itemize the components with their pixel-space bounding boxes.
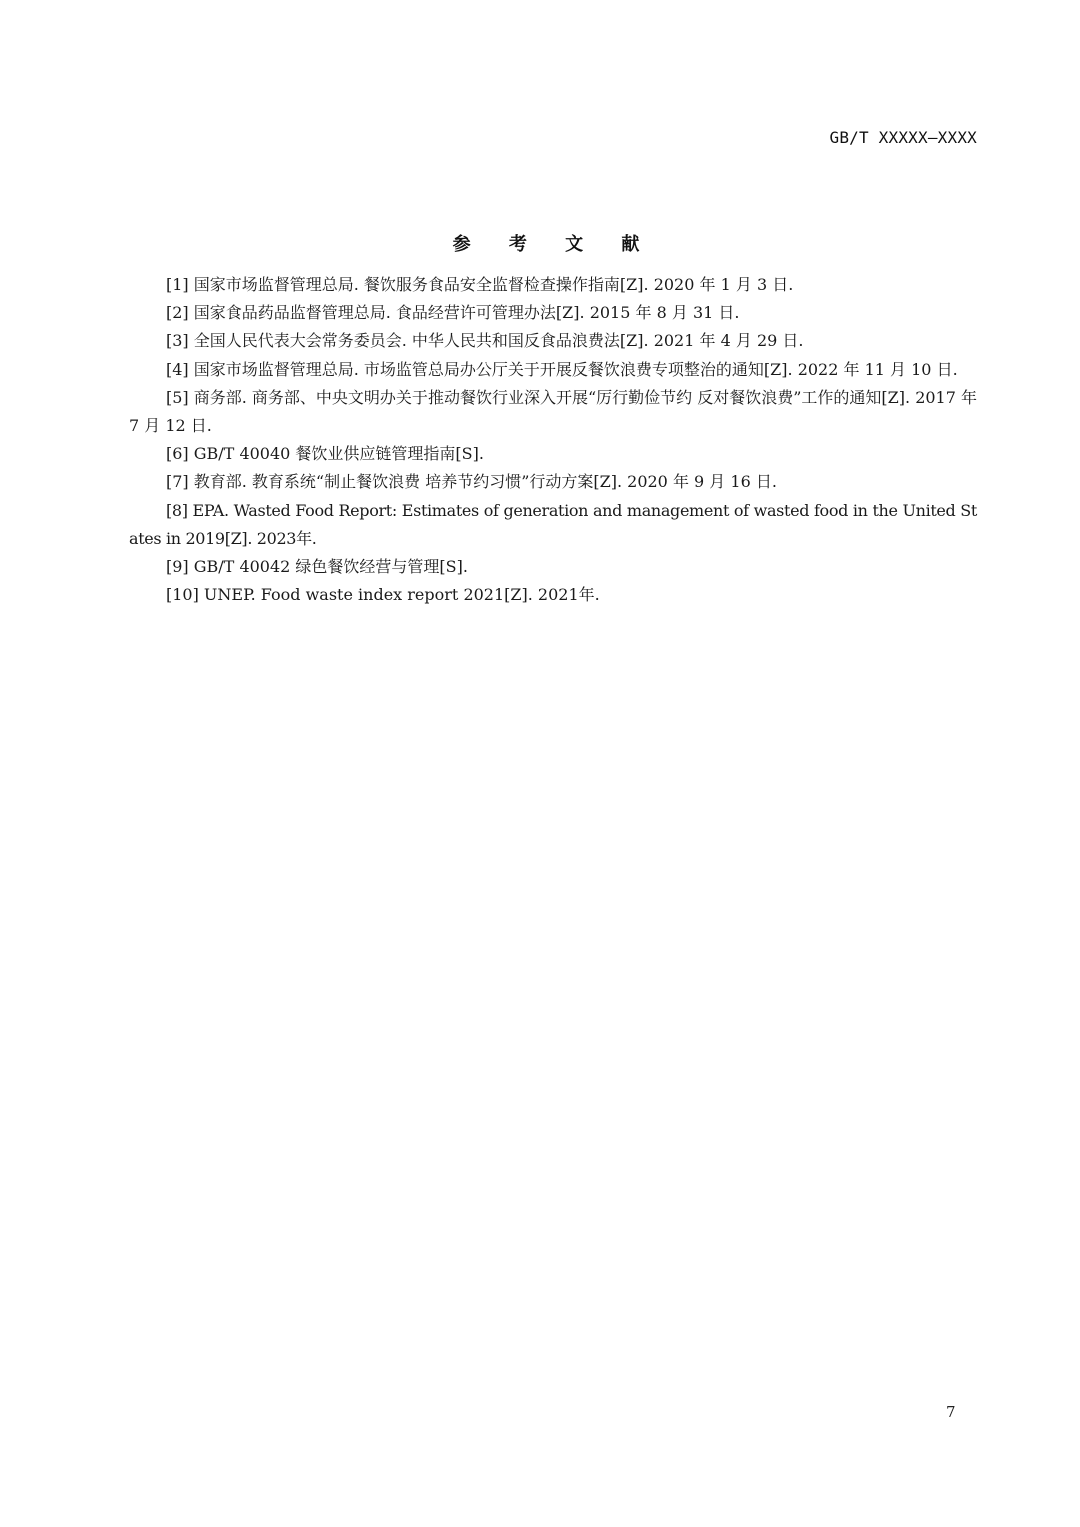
reference-item-10: [10] UNEP. Food waste index report 2021[Z]. 2021年.: [166, 585, 600, 605]
reference-item-2: [2] 国家食品药品监督管理总局. 食品经营许可管理办法[Z]. 2015 年 8 月 31 日.: [166, 303, 740, 323]
document-code: GB/T XXXXX—XXXX: [829, 128, 977, 147]
reference-item-3: [3] 全国人民代表大会常务委员会. 中华人民共和国反食品浪费法[Z]. 2021 年 4 月 29 日.: [166, 331, 804, 351]
reference-item-9: [9] GB/T 40042 绿色餐饮经营与管理[S].: [166, 557, 468, 577]
reference-item-8: [8] EPA. Wasted Food Report: Estimates of generation and management of wasted food in the United States in 2019[Z]. 2023年.: [129, 500, 977, 548]
reference-item-1: [1] 国家市场监督管理总局. 餐饮服务食品安全监督检查操作指南[Z]. 2020 年 1 月 3 日.: [166, 275, 794, 294]
reference-item-7: [7] 教育部. 教育系统“制止餐饮浪费 培养节约习惯”行动方案[Z]. 2020 年 9 月 16 日.: [166, 472, 777, 492]
reference-list: [129, 271, 977, 609]
reference-item-5: [5] 商务部. 商务部、中央文明办关于推动餐饮行业深入开展“厉行勤俭节约 反对餐饮浪费”工作的通知[Z]. 2017 年 7 月 12 日.: [129, 387, 977, 436]
reference-item-4: [4] 国家市场监督管理总局. 市场监管总局办公厅关于开展反餐饮浪费专项整治的通知[Z]. 2022 年 11 月 10 日.: [166, 359, 958, 379]
reference-item-6: [6] GB/T 40040 餐饮业供应链管理指南[S].: [166, 444, 484, 464]
section-title: 参 考 文 献: [452, 234, 656, 255]
page-number: 7: [946, 1403, 956, 1421]
